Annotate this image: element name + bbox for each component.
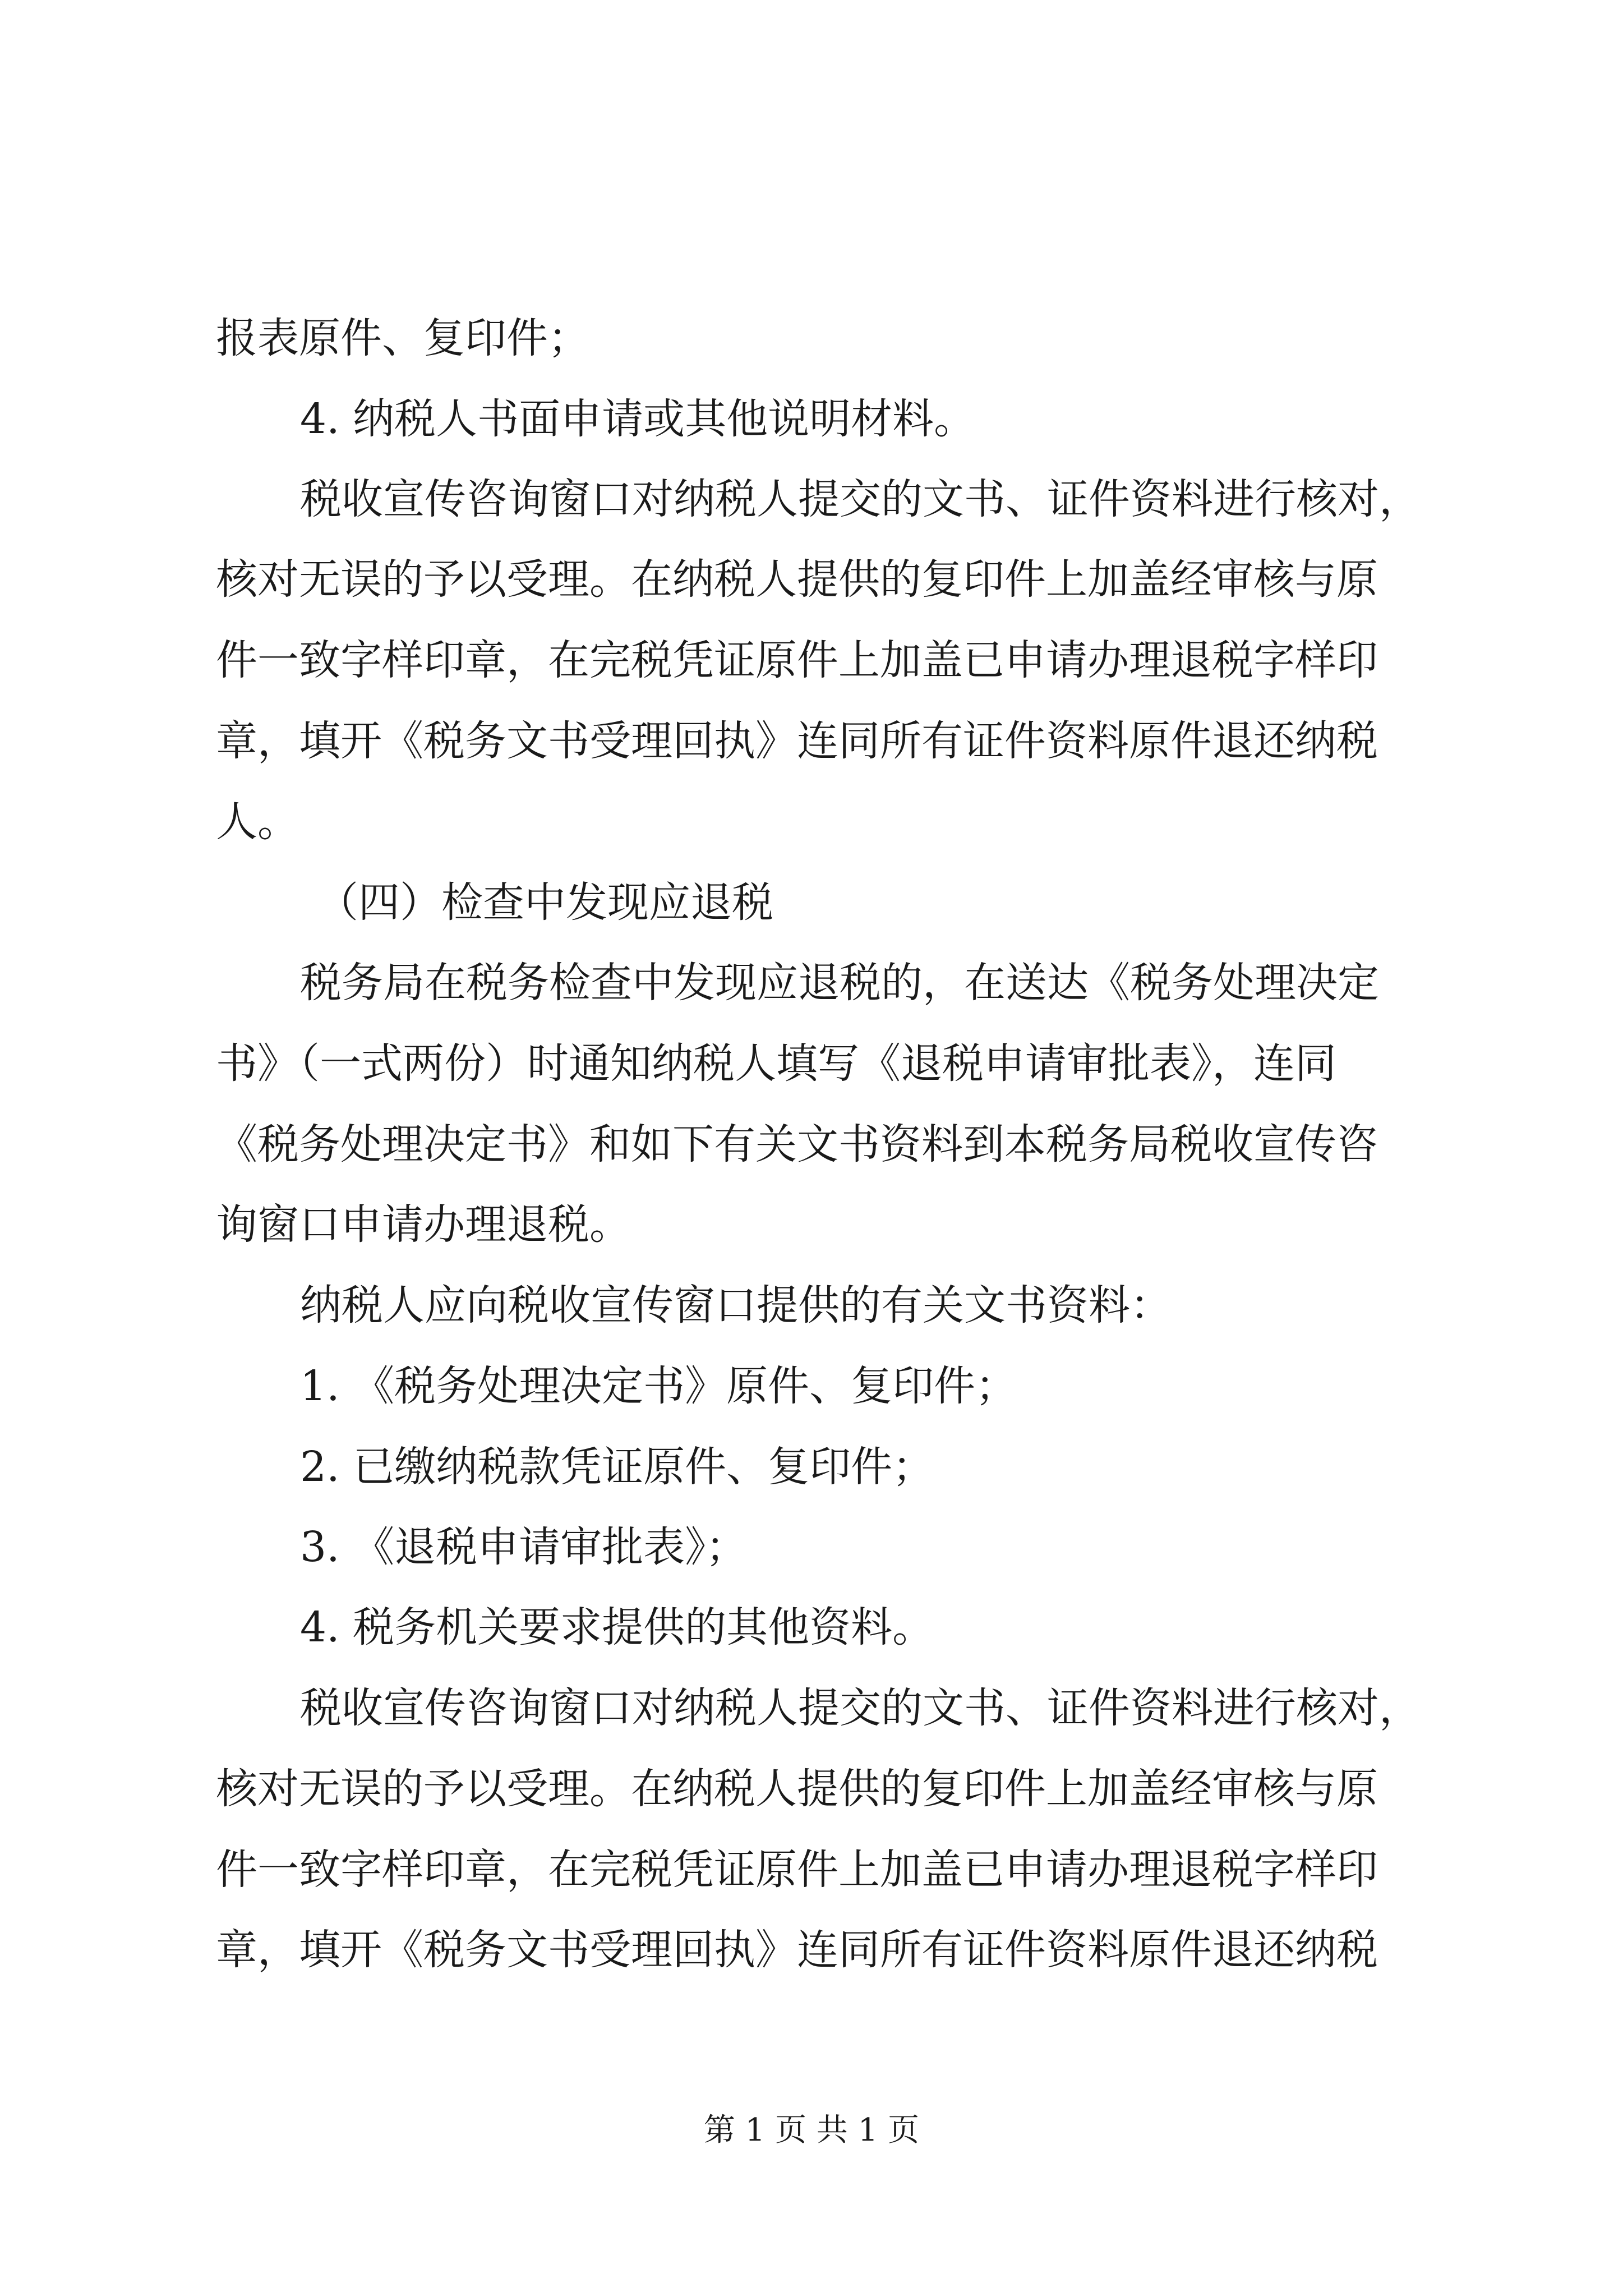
body-line-9: 税务局在税务检查中发现应退税的，在送达《税务处理决定 [300,959,1379,1007]
body-line-10: 书》（一式两份）时通知纳税人填写《退税申请审批表》，连同 [216,1039,1336,1088]
list-item-4-explanation: 4. 纳税人书面申请或其他说明材料。 [300,395,976,443]
body-line-4: 核对无误的予以受理。在纳税人提供的复印件上加盖经审核与原 [216,555,1378,604]
list-item-3: 3. 《退税申请审批表》； [300,1523,748,1571]
list-item-1: 1. 《税务处理决定书》原件、复印件； [300,1362,1017,1410]
list-item-4: 4. 税务机关要求提供的其他资料。 [300,1603,934,1651]
body-line-6: 章，填开《税务文书受理回执》连同所有证件资料原件退还纳税 [216,717,1378,765]
body-line-1: 报表原件、复印件； [216,314,589,362]
body-line-5: 件一致字样印章，在完税凭证原件上加盖已申请办理退税字样印 [216,636,1378,684]
body-line-18: 税收宣传咨询窗口对纳税人提交的文书、证件资料进行核对， [300,1684,1421,1732]
body-line-13: 纳税人应向税收宣传窗口提供的有关文书资料： [300,1281,1172,1329]
body-line-21: 章，填开《税务文书受理回执》连同所有证件资料原件退还纳税 [216,1926,1378,1974]
page-number-footer: 第 1 页 共 1 页 [703,2112,920,2148]
body-line-20: 件一致字样印章，在完税凭证原件上加盖已申请办理退税字样印 [216,1846,1378,1894]
body-line-7: 人。 [216,798,299,846]
list-item-2: 2. 已缴纳税款凭证原件、复印件； [300,1443,934,1491]
body-line-3: 税收宣传咨询窗口对纳税人提交的文书、证件资料进行核对， [300,475,1421,523]
body-line-12: 询窗口申请办理退税。 [216,1200,631,1249]
body-line-19: 核对无误的予以受理。在纳税人提供的复印件上加盖经审核与原 [216,1765,1378,1813]
body-line-11: 《税务处理决定书》和如下有关文书资料到本税务局税收宣传咨 [216,1120,1378,1168]
section-heading-4: （四）检查中发现应退税 [317,878,773,927]
